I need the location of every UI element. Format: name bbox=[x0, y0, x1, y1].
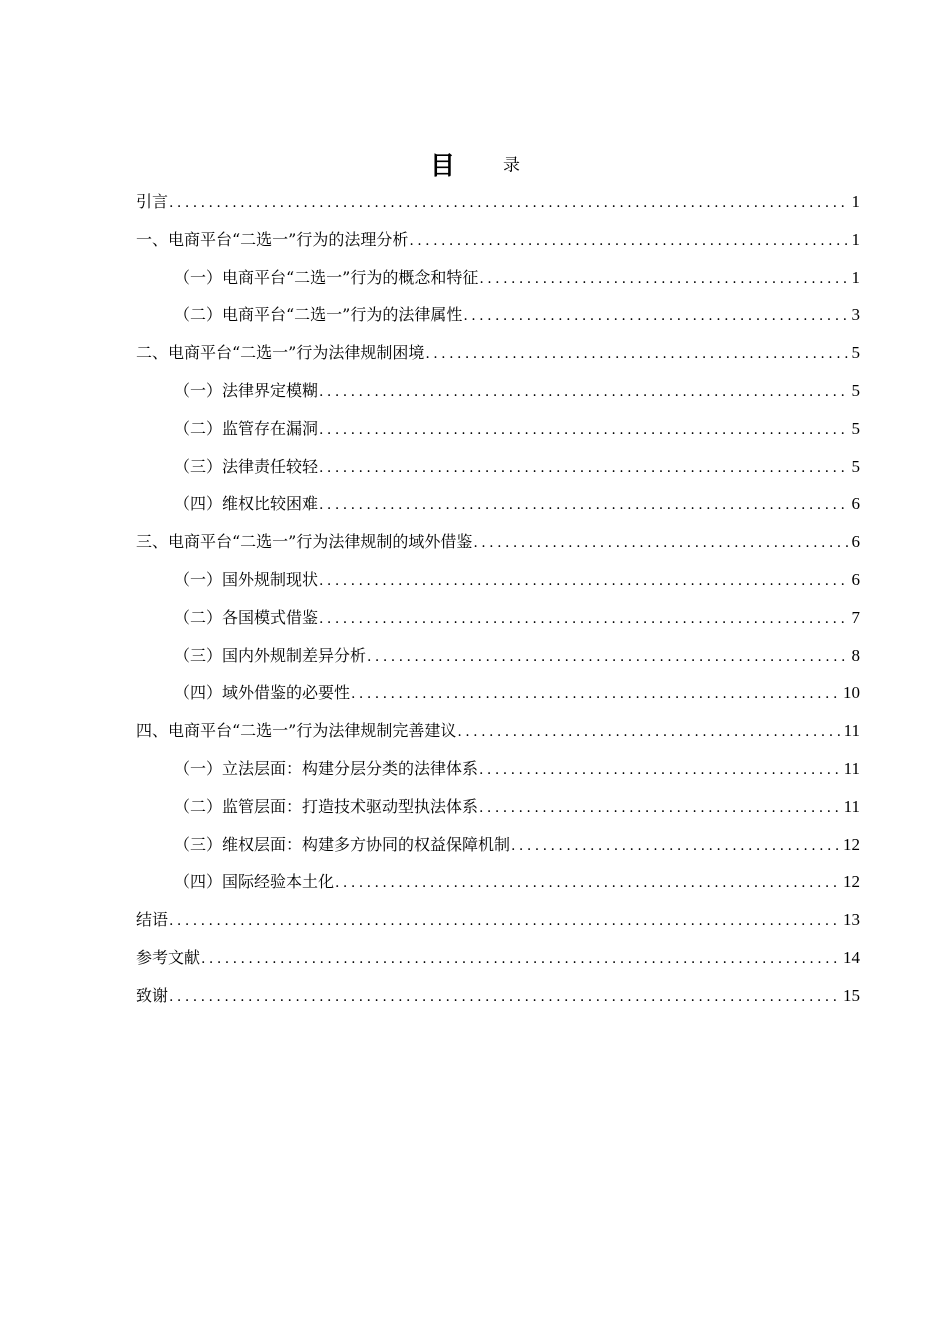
toc-entry-page-number: 11 bbox=[843, 758, 860, 778]
toc-entry-text: （三）法律责任较轻 bbox=[174, 456, 319, 476]
toc-entry[interactable] bbox=[136, 717, 860, 755]
toc-entry-text: （四）国际经验本土化 bbox=[174, 872, 335, 892]
toc-entry-page-number: 5 bbox=[851, 380, 860, 400]
toc-entry-page-number: 10 bbox=[843, 683, 860, 703]
toc-entry[interactable] bbox=[136, 755, 860, 793]
dot-leader bbox=[319, 378, 848, 406]
toc-entry-page-number: 15 bbox=[843, 985, 860, 1005]
toc-entry[interactable] bbox=[136, 831, 860, 869]
toc-entry-text: （四）域外借鉴的必要性 bbox=[174, 683, 351, 703]
toc-entry-page-number: 5 bbox=[851, 456, 860, 476]
dot-leader bbox=[473, 529, 848, 557]
toc-entry-page-number: 11 bbox=[843, 721, 860, 741]
toc-entry[interactable] bbox=[136, 188, 860, 226]
dot-leader bbox=[479, 794, 841, 822]
toc-entry-text: 二、电商平台“二选一”行为法律规制困境 bbox=[136, 343, 425, 363]
toc-entry-text: （一）法律界定模糊 bbox=[174, 380, 319, 400]
toc-entry-text: 引言 bbox=[136, 192, 169, 211]
toc-entry-page-number: 11 bbox=[843, 796, 860, 816]
toc-entry[interactable] bbox=[136, 453, 860, 491]
toc-entry[interactable] bbox=[136, 793, 860, 831]
toc-title-char-2: 录 bbox=[503, 155, 520, 176]
dot-leader bbox=[335, 869, 840, 897]
toc-entry-page-number: 5 bbox=[851, 343, 860, 363]
toc-entry[interactable] bbox=[136, 226, 860, 264]
toc-entry-page-number: 5 bbox=[851, 418, 860, 438]
dot-leader bbox=[409, 227, 848, 255]
toc-entry-text: （二）各国模式借鉴 bbox=[174, 607, 319, 627]
toc-entry[interactable] bbox=[136, 415, 860, 453]
dot-leader bbox=[319, 416, 848, 444]
toc-entry[interactable] bbox=[136, 982, 860, 1020]
toc-entry-text: 一、电商平台“二选一”行为的法理分析 bbox=[136, 229, 409, 249]
toc-entry-page-number: 1 bbox=[851, 192, 860, 211]
toc-entry-page-number: 3 bbox=[851, 305, 860, 325]
toc-entry-page-number: 6 bbox=[851, 532, 860, 552]
toc-entry-text: 三、电商平台“二选一”行为法律规制的域外借鉴 bbox=[136, 532, 473, 552]
toc-entry[interactable] bbox=[136, 528, 860, 566]
dot-leader bbox=[319, 491, 848, 519]
dot-leader bbox=[511, 832, 840, 860]
toc-entry-page-number: 8 bbox=[851, 645, 860, 665]
toc-entry-text: 致谢 bbox=[136, 985, 169, 1005]
toc-entry-text: 参考文献 bbox=[136, 947, 201, 967]
toc-entry-page-number: 1 bbox=[851, 229, 860, 249]
dot-leader bbox=[367, 643, 848, 671]
dot-leader bbox=[319, 605, 848, 633]
toc-entry[interactable] bbox=[136, 301, 860, 339]
toc-list bbox=[136, 188, 860, 1020]
toc-entry-page-number: 12 bbox=[843, 834, 860, 854]
toc-entry[interactable] bbox=[136, 604, 860, 642]
toc-entry[interactable] bbox=[136, 944, 860, 982]
dot-leader bbox=[351, 680, 840, 708]
toc-entry-text: （一）立法层面：构建分层分类的法律体系 bbox=[174, 758, 479, 778]
dot-leader bbox=[169, 983, 840, 1011]
toc-entry-page-number: 7 bbox=[851, 607, 860, 627]
toc-entry[interactable] bbox=[136, 868, 860, 906]
toc-entry-text: （三）维权层面：构建多方协同的权益保障机制 bbox=[174, 834, 511, 854]
dot-leader bbox=[479, 265, 848, 293]
dot-leader bbox=[457, 718, 840, 746]
toc-entry[interactable] bbox=[136, 566, 860, 604]
toc-entry-page-number: 6 bbox=[851, 569, 860, 589]
toc-entry[interactable] bbox=[136, 906, 860, 944]
toc-entry-text: 四、电商平台“二选一”行为法律规制完善建议 bbox=[136, 721, 457, 741]
dot-leader bbox=[319, 454, 848, 482]
toc-entry[interactable] bbox=[136, 679, 860, 717]
toc-entry-page-number: 14 bbox=[843, 947, 860, 967]
toc-entry[interactable] bbox=[136, 339, 860, 377]
toc-entry-page-number: 1 bbox=[851, 267, 860, 287]
dot-leader bbox=[463, 302, 848, 330]
toc-entry-text: （二）监管层面：打造技术驱动型执法体系 bbox=[174, 796, 479, 816]
dot-leader bbox=[169, 189, 848, 217]
toc-entry[interactable] bbox=[136, 490, 860, 528]
dot-leader bbox=[425, 340, 848, 368]
toc-entry-page-number: 13 bbox=[843, 910, 860, 930]
dot-leader bbox=[201, 945, 840, 973]
toc-entry-text: （四）维权比较困难 bbox=[174, 494, 319, 514]
dot-leader bbox=[319, 567, 848, 595]
dot-leader bbox=[479, 756, 841, 784]
toc-entry-page-number: 6 bbox=[851, 494, 860, 514]
toc-entry-text: 结语 bbox=[136, 910, 169, 930]
toc-entry[interactable] bbox=[136, 377, 860, 415]
toc-title bbox=[0, 148, 950, 182]
toc-entry-page-number: 12 bbox=[843, 872, 860, 892]
toc-entry-text: （一）国外规制现状 bbox=[174, 569, 319, 589]
toc-entry-text: （二）监管存在漏洞 bbox=[174, 418, 319, 438]
dot-leader bbox=[169, 907, 840, 935]
toc-title-char-1: 目 bbox=[429, 150, 455, 180]
toc-entry[interactable] bbox=[136, 642, 860, 680]
toc-entry-text: （二）电商平台“二选一”行为的法律属性 bbox=[174, 305, 463, 325]
toc-entry-text: （三）国内外规制差异分析 bbox=[174, 645, 367, 665]
toc-entry[interactable] bbox=[136, 264, 860, 302]
toc-entry-text: （一）电商平台“二选一”行为的概念和特征 bbox=[174, 267, 479, 287]
